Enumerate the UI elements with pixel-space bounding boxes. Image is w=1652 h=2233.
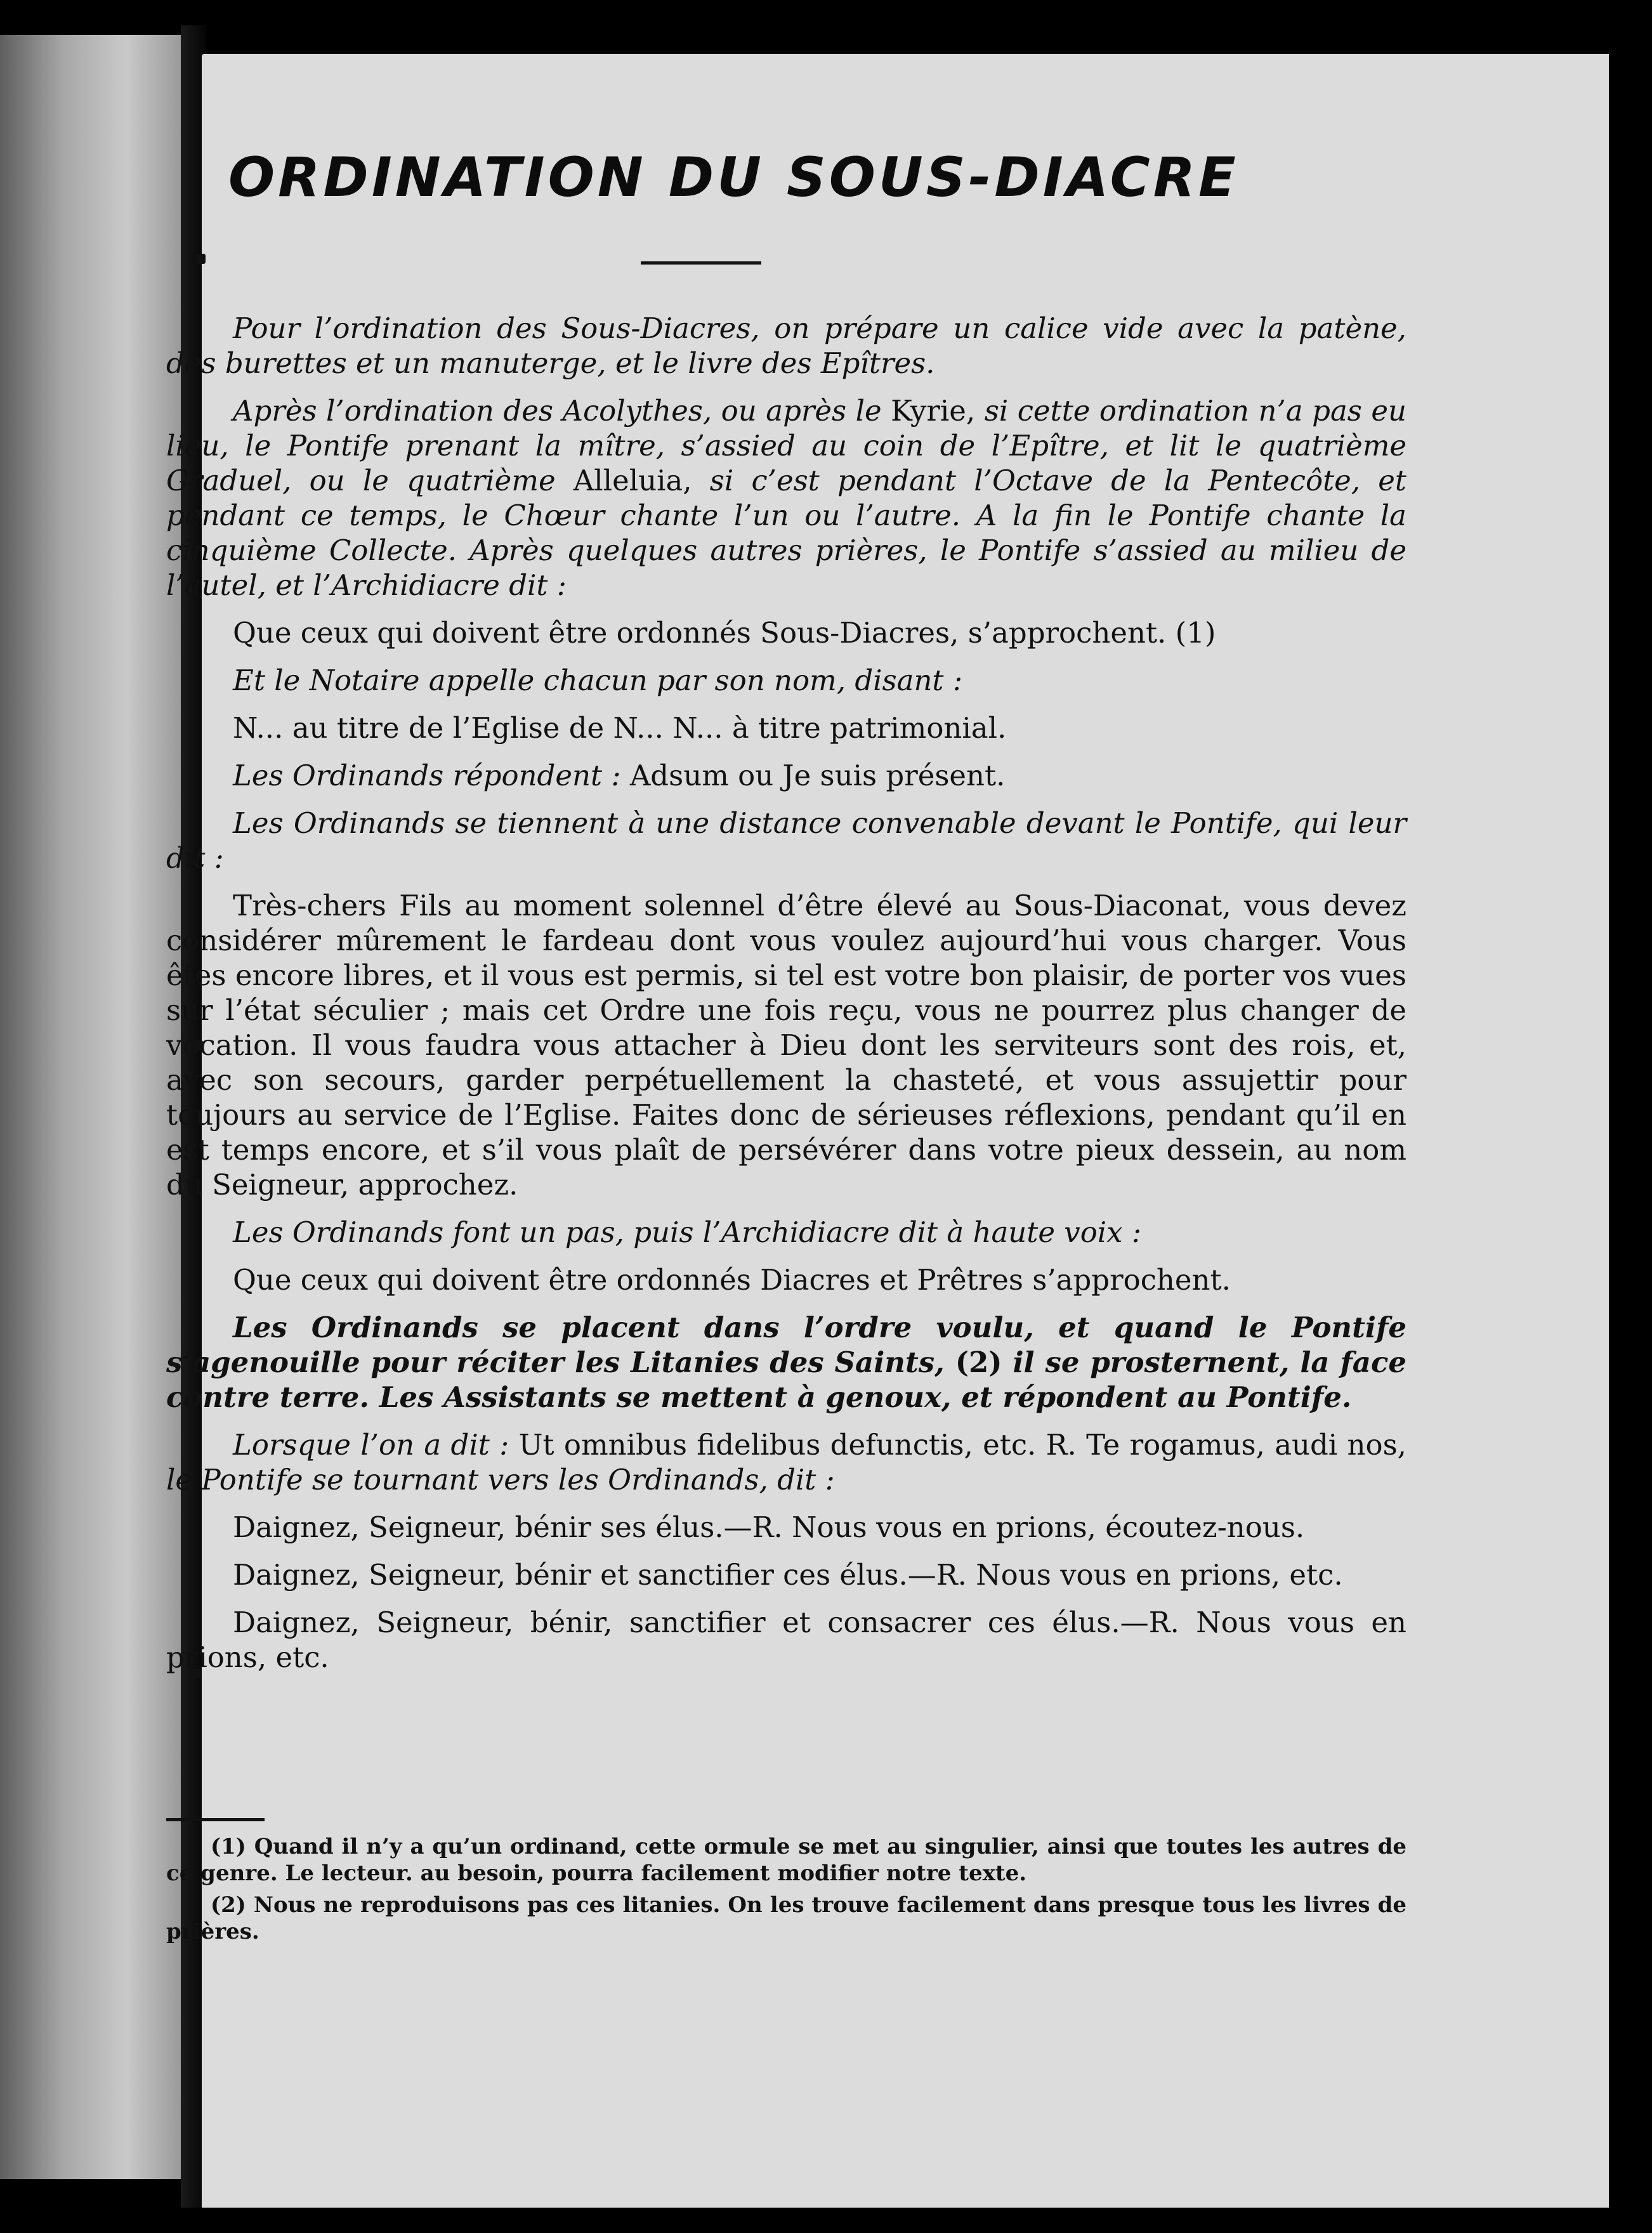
rubric-text: Lorsque l’on a dit :	[233, 1428, 509, 1462]
rubric-text: il se prosternent, la face contre terre. Les Assistants se mettent à genoux, et répondent au Pontife.	[166, 1346, 1406, 1414]
blessing-2: Daignez, Seigneur, bénir et sanctifier ces élus.—R. Nous vous en prions, etc.	[233, 1558, 1343, 1592]
page-title: ORDINATION DU SOUS-DIACRE	[228, 146, 1239, 209]
rubric-text: Les Ordinands se placent dans l’ordre voulu, et quand le Pontife s’agenouille pour réciter les Litanies des Saints,	[166, 1311, 1406, 1379]
reply-rubric: Les Ordinands répondent :	[233, 759, 621, 792]
paragraph-intro: Pour l’ordination des Sous-Diacres, on prépare un calice vide avec la patène, des burettes et un manuterge, et le livre des Epîtres.	[166, 311, 1406, 380]
reply-text: Adsum ou Je suis présent.	[629, 759, 1006, 792]
page-body	[166, 311, 1406, 1687]
bishop-address: Très-chers Fils au moment solennel d’être élevé au Sous-Diaconat, vous devez considérer mûrement le fardeau dont vous voulez aujourd’hui vous charger. Vous êtes encore libres, et il vous est permis, si tel est votre bon plaisir, de porter vos vues sur l’état séculier ; mais cet Ordre une fois reçu, vous ne pourrez plus changer de vocation. Il vous faudra vous attacher à Dieu dont les serviteurs sont des rois, et, avec son secours, garder perpétuellement la chasteté, et vous assujettir pour toujours au service de l’Eglise. Faites donc de sérieuses réflexions, pendant qu’il en est temps encore, et s’il vous plaît de persévérer dans votre pieux dessein, au nom du Seigneur, approchez.	[166, 889, 1406, 1202]
litany-rubric	[166, 1310, 1406, 1415]
title-rule	[641, 261, 761, 265]
ordinands-reply	[166, 758, 1406, 793]
footnote-1: (1) Quand il n’y a qu’un ordinand, cette ormule se met au singulier, ainsi que toutes les autres de ce genre. Le lecteur. au besoin, pourra facilement modifier notre texte.	[166, 1834, 1406, 1886]
deacons-call: Que ceux qui doivent être ordonnés Diacres et Prêtres s’approchent.	[233, 1263, 1231, 1297]
litany-paragraph	[166, 1427, 1406, 1497]
binding-staple	[195, 254, 206, 264]
paragraph-rubric	[166, 393, 1406, 603]
distance-rubric: Les Ordinands se tiennent à une distance convenable devant le Pontife, qui leur dit :	[166, 806, 1406, 875]
rubric-text: si c’est pendant l’Octave de la Pentecôte, et pendant ce temps, le Chœur chante l’un ou l’autre. A la fin le Pontife chante la cinquième Collecte. Après quelques autres prières, le Pontife s’assied au milieu de l’autel, et l’Archidiacre dit :	[166, 464, 1406, 602]
archdeacon-call: Que ceux qui doivent être ordonnés Sous-Diacres, s’approchent. (1)	[233, 616, 1216, 650]
alleluia-word: Alleluia,	[573, 464, 692, 497]
step-rubric: Les Ordinands font un pas, puis l’Archidiacre dit à haute voix :	[233, 1215, 1142, 1249]
footnotes	[166, 1833, 1406, 1950]
previous-page-edge	[0, 35, 181, 2179]
blessing-1: Daignez, Seigneur, bénir ses élus.—R. Nous vous en prions, écoutez-nous.	[233, 1510, 1305, 1544]
rubric-text: si cette ordination n’a pas eu lieu, le Pontife prenant la mître, s’assied au coin de l’Epître, et lit le quatrième Graduel, ou le quatrième	[166, 394, 1406, 497]
latin-text: Ut omnibus fidelibus defunctis, etc. R. Te rogamus, audi nos,	[518, 1428, 1406, 1462]
notary-call: N... au titre de l’Eglise de N... N... à titre patrimonial.	[233, 711, 1007, 745]
blessing-3: Daignez, Seigneur, bénir, sanctifier et consacrer ces élus.—R. Nous vous en prions, etc.	[166, 1606, 1406, 1674]
footnote-ref: (2)	[955, 1346, 1002, 1379]
footnote-2: (2) Nous ne reproduisons pas ces litanies. On les trouve facilement dans presque tous les livres de prières.	[166, 1892, 1406, 1944]
notary-rubric: Et le Notaire appelle chacun par son nom, disant :	[233, 664, 962, 697]
rubric-text: le Pontife se tournant vers les Ordinands, dit :	[166, 1463, 835, 1496]
footnote-rule	[166, 1818, 265, 1821]
rubric-text: Après l’ordination des Acolythes, ou après le	[233, 394, 882, 428]
kyrie-word: Kyrie,	[891, 394, 976, 428]
